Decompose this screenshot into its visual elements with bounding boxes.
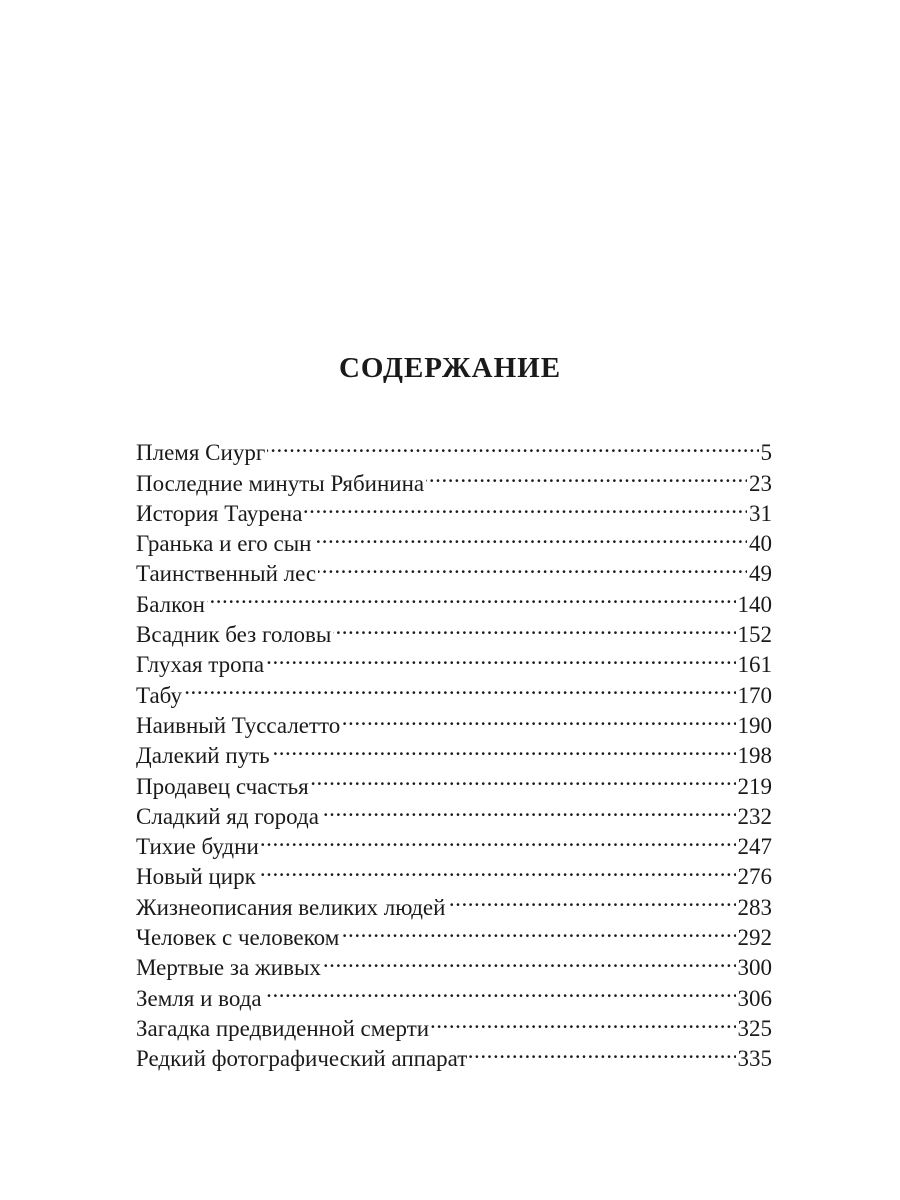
toc-entry-page: 232 xyxy=(737,803,772,829)
dot-leader xyxy=(207,581,736,611)
toc-entry-title: Табу xyxy=(136,682,183,708)
toc-entry-page: 140 xyxy=(737,591,772,617)
dot-leader xyxy=(323,945,736,975)
toc-entry-page: 219 xyxy=(737,773,772,799)
toc-entry-title: История Таурена xyxy=(136,500,303,526)
toc-entry-title: Племя Сиург xyxy=(136,440,266,466)
toc-entry-page: 5 xyxy=(760,440,772,466)
toc-entry-page: 40 xyxy=(749,531,772,557)
dot-leader xyxy=(341,915,735,945)
dot-leader xyxy=(469,1036,735,1066)
toc-entry-page: 300 xyxy=(737,955,772,981)
toc-entry-title: Всадник без головы xyxy=(136,622,332,648)
toc-entry-page: 152 xyxy=(737,622,772,648)
toc-entry-title: Загадка предвиденной смерти xyxy=(136,1015,430,1041)
toc-entry-title: Редкий фотографический аппарат xyxy=(136,1046,468,1072)
toc-entry-page: 31 xyxy=(749,500,772,526)
dot-leader xyxy=(267,430,758,460)
toc-entry[interactable] xyxy=(136,581,772,617)
dot-leader xyxy=(272,733,736,763)
dot-leader xyxy=(266,642,735,672)
dot-leader xyxy=(264,975,736,1005)
toc-entry[interactable] xyxy=(136,672,772,708)
toc-entry-title: Таинственный лес xyxy=(136,561,317,587)
toc-entry-page: 335 xyxy=(737,1046,772,1072)
toc-entry-title: Наивный Туссалетто xyxy=(136,712,341,738)
page-title: СОДЕРЖАНИЕ xyxy=(338,352,562,385)
toc-entry-title: Новый цирк xyxy=(136,864,256,890)
toc-entry[interactable] xyxy=(136,430,772,466)
dot-leader xyxy=(314,521,748,551)
toc-entry-title: Земля и вода xyxy=(136,985,262,1011)
toc-entry-page: 306 xyxy=(737,985,772,1011)
toc-entry-title: Тихие будни xyxy=(136,834,259,860)
dot-leader xyxy=(447,884,735,914)
toc-entry-page: 161 xyxy=(737,652,772,678)
toc-entry-title: Гранька и его сын xyxy=(136,531,312,557)
toc-entry-page: 325 xyxy=(737,1015,772,1041)
dot-leader xyxy=(426,460,747,490)
toc-entry-page: 292 xyxy=(737,925,772,951)
toc-entry-page: 276 xyxy=(737,864,772,890)
toc-entry-title: Далекий путь xyxy=(136,743,270,769)
dot-leader xyxy=(304,491,747,521)
dot-leader xyxy=(261,824,736,854)
toc-entry-page: 190 xyxy=(737,712,772,738)
toc-entry-page: 247 xyxy=(737,834,772,860)
toc-entry-page: 170 xyxy=(737,682,772,708)
toc-entry-title: Последние минуты Рябинина xyxy=(136,470,425,496)
toc-entry-title: Продавец счастья xyxy=(136,773,309,799)
toc-entry[interactable] xyxy=(136,703,772,738)
dot-leader xyxy=(184,672,735,702)
dot-leader xyxy=(321,794,736,824)
toc-entry-title: Балкон xyxy=(136,591,205,617)
dot-leader xyxy=(342,703,735,733)
dot-leader xyxy=(333,612,735,642)
table-of-contents xyxy=(136,430,772,1072)
toc-entry-title: Жизнеописания великих людей xyxy=(136,894,446,920)
toc-entry-page: 198 xyxy=(737,743,772,769)
dot-leader xyxy=(318,551,747,581)
dot-leader xyxy=(311,763,736,793)
dot-leader xyxy=(431,1006,735,1036)
toc-entry-title: Человек с человеком xyxy=(136,925,340,951)
toc-entry-title: Сладкий яд города xyxy=(136,803,319,829)
toc-entry-title: Глухая тропа xyxy=(136,652,265,678)
toc-entry[interactable] xyxy=(136,612,772,648)
toc-entry-title: Мертвые за живых xyxy=(136,955,321,981)
toc-entry-page: 49 xyxy=(749,561,772,587)
dot-leader xyxy=(258,854,736,884)
toc-entry-page: 283 xyxy=(737,894,772,920)
toc-entry-page: 23 xyxy=(749,470,772,496)
